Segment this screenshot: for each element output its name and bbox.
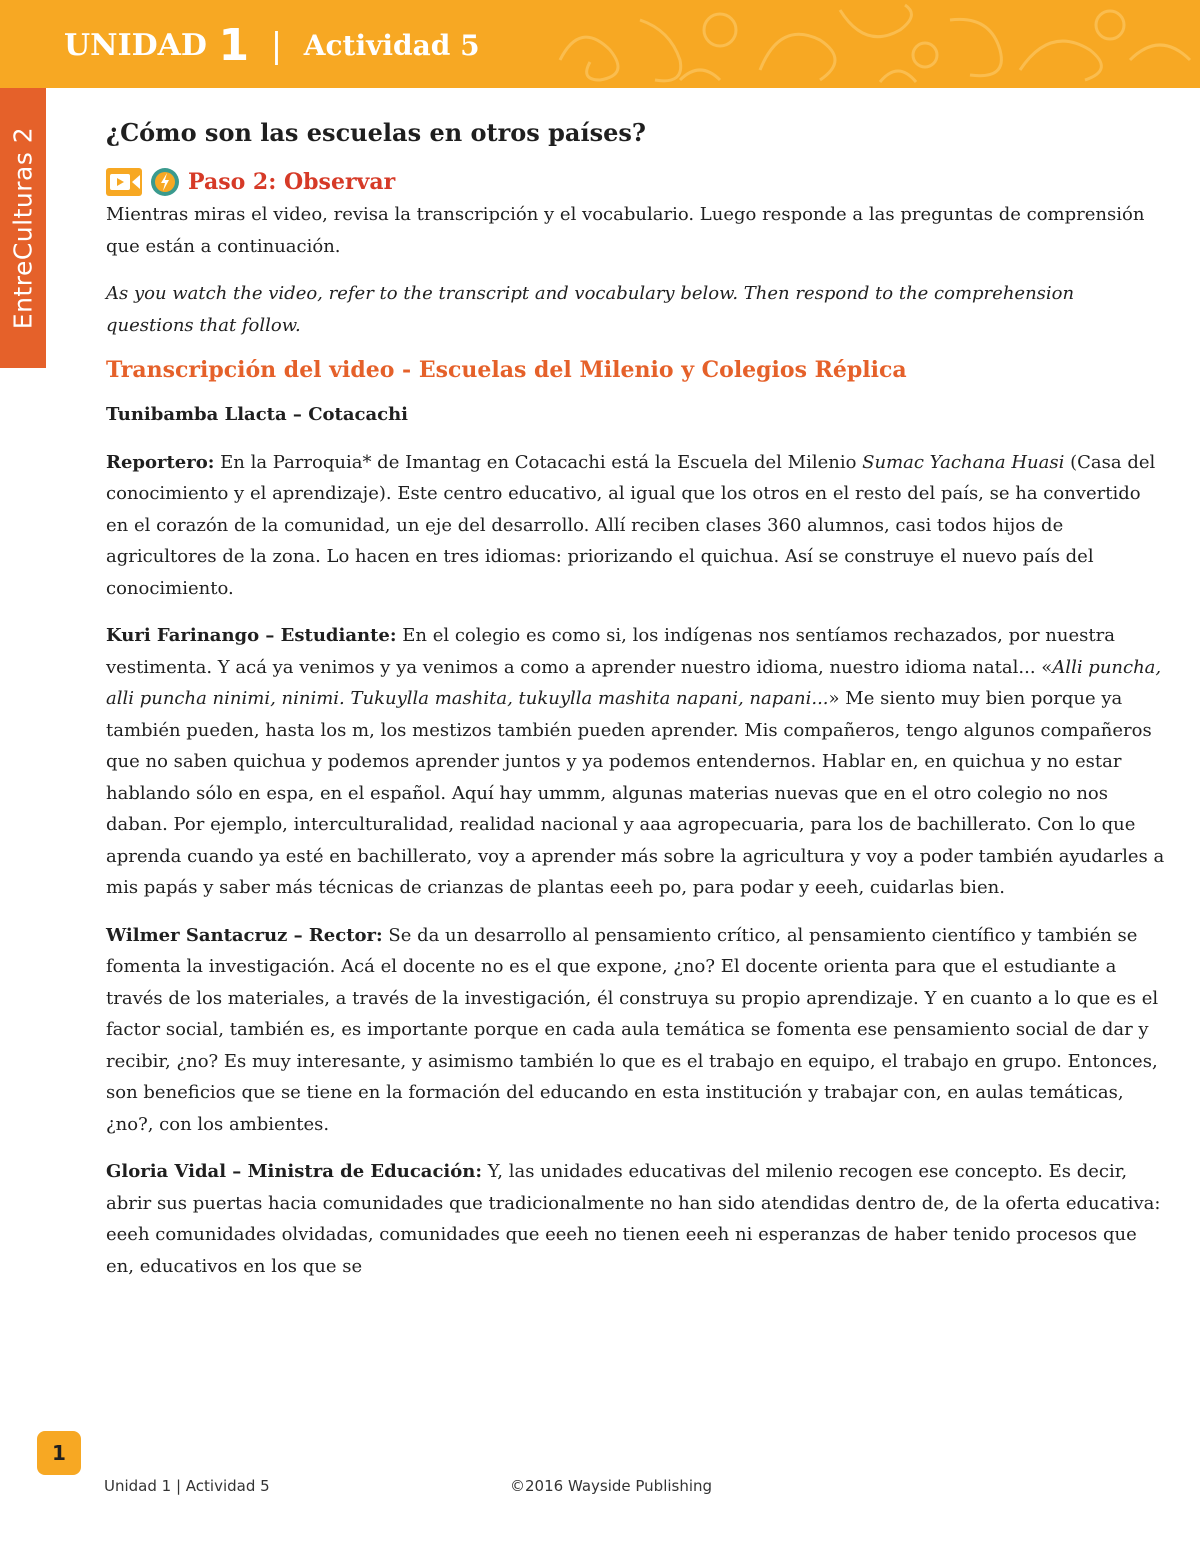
footer-unit-activity: Unidad 1 | Actividad 5 <box>104 1477 270 1495</box>
side-tab-label: EntreCulturas 2 <box>8 126 38 330</box>
unit-number: 1 <box>218 20 250 71</box>
paragraph-text: Y, las unidades educativas del milenio recogen ese concepto. Es decir, abrir sus puertas hacia comunidades que tradicionalmente no han sido atendidas dentro de, de la oferta educativa: eeeh comunidades olvidadas, comunidades que eeeh no tienen eeeh ni esperanzas de haber tenido procesos que en, educativos en los que se <box>106 1161 1161 1277</box>
transcript-paragraph-minister <box>106 1156 1166 1282</box>
paragraph-text: Se da un desarrollo al pensamiento crítico, al pensamiento científico y también se fomenta la investigación. Acá el docente no es el que expone, ¿no? El docente orienta para que el estudiante a través de los materiales, a través de la investigación, él construya su propio aprendizaje. Y en cuanto a lo que es el factor social, también es, es importante porque en cada aula temática se fomenta ese pensamiento social de dar y recibir, ¿no? Es muy interesante, y asimismo también lo que es el trabajo en equipo, el trabajo en grupo. Entonces, son beneficios que se tiene en la formación del educando en esta institución y trabajar con, en aulas temáticas, ¿no?, con los ambientes. <box>106 924 1159 1135</box>
footer-copyright: ©2016 Wayside Publishing <box>510 1477 713 1495</box>
location-heading: Tunibamba Llacta – Cotacachi <box>106 404 409 425</box>
paragraph-italic-text: Alli puncha, alli puncha ninimi, ninimi. Tukuylla mashita, tukuylla mashita napani, napani... <box>106 656 1162 709</box>
interactive-icon <box>150 167 180 197</box>
instructions-spanish: Mientras miras el video, revisa la transcripción y el vocabulario. Luego responde a las preguntas de comprensión que están a continuación. <box>106 204 1145 257</box>
transcript-paragraph-reporter <box>106 447 1166 605</box>
paragraph-text: En el colegio es como si, los indígenas nos sentíamos rechazados, por nuestra vestimenta. Y acá ya venimos y ya venimos a como a aprender nuestro idioma, nuestro idioma natal... « <box>106 625 1115 678</box>
side-tab <box>0 88 46 368</box>
header-title <box>64 20 480 71</box>
paragraph-text: En la Parroquia* de Imantag en Cotacachi está la Escuela del Milenio <box>214 451 863 473</box>
transcript-paragraph-student <box>106 620 1166 904</box>
speaker-label: Wilmer Santacruz – Rector: <box>106 924 383 946</box>
page-header <box>0 0 1200 88</box>
paragraph-text: (Casa del conocimiento y el aprendizaje). Este centro educativo, al igual que los otros en el resto del país, se ha convertido en el corazón de la comunidad, un eje del desarrollo. Allí reciben clases 360 alumnos, casi todos hijos de agricultores de la zona. Lo hacen en tres idiomas: priorizando el quichua. Así se construye el nuevo país del conocimiento. <box>106 451 1156 599</box>
step-heading <box>106 167 1166 197</box>
speaker-label: Gloria Vidal – Ministra de Educación: <box>106 1161 482 1182</box>
video-icon <box>106 168 142 196</box>
unit-label: UNIDAD <box>64 28 207 63</box>
speaker-label: Kuri Farinango – Estudiante: <box>106 625 397 646</box>
page-title: ¿Cómo son las escuelas en otros países? <box>106 118 646 147</box>
speaker-label: Reportero: <box>106 451 215 473</box>
paragraph-italic-text: Sumac Yachana Huasi <box>862 451 1065 473</box>
page-number-badge: 1 <box>37 1431 81 1475</box>
paragraph-text: » Me siento muy bien porque ya también pueden, hasta los m, los mestizos también pueden aprender. Mis compañeros, tengo algunos compañeros que no saben quichua y podemos aprender juntos y ya podemos entendernos. Hablar en, en quichua y no estar hablando sólo en espa, en el español. Aquí hay ummm, algunas materias nuevas que en el otro colegio no nos daban. Por ejemplo, interculturalidad, realidad nacional y aaa agropecuaria, para los de bachillerato. Con lo que aprenda cuando ya esté en bachillerato, voy a aprender más sobre la agricultura y voy a poder también ayudarles a mis papás y saber más técnicas de crianzas de plantas eeeh po, para podar y eeeh, cuidarlas bien. <box>106 688 1165 898</box>
header-separator: | <box>270 25 283 66</box>
activity-label: Actividad 5 <box>303 29 480 62</box>
transcript-paragraph-rector <box>106 920 1166 1141</box>
instructions-english: As you watch the video, refer to the transcript and vocabulary below. Then respond to the comprehension questions that follow. <box>106 283 1075 336</box>
main-content <box>106 118 1166 1298</box>
transcript-heading: Transcripción del video - Escuelas del Milenio y Colegios Réplica <box>106 357 907 383</box>
step-title: Paso 2: Observar <box>188 169 396 195</box>
